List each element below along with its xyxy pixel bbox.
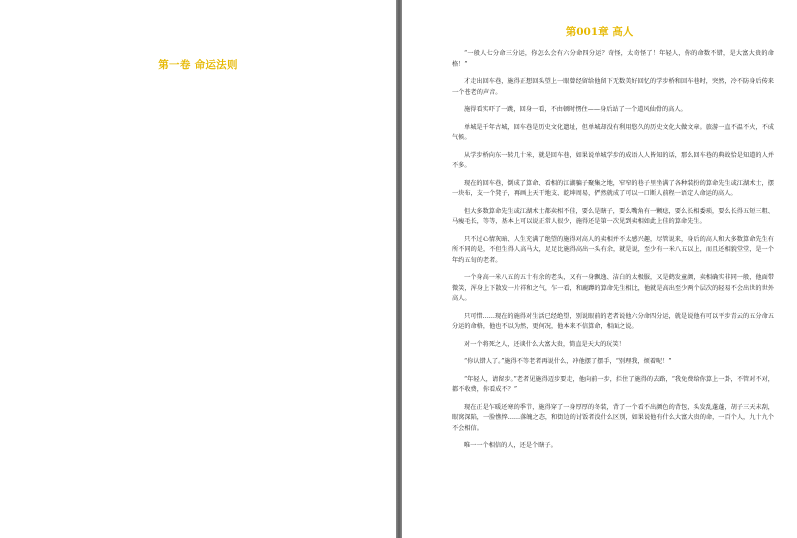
paragraph: “你认错人了。”施得不等老者再说什么，冲他摆了摆手，“别理我，烦着呢！” [464, 358, 672, 365]
paragraph: 但大多数算命先生或江湖术士都卖相不佳，要么是瞎子，要么嘴角有一颗痣，要么长相委琐，要么长得五短三粗、马瘦毛长，等等，基本上可以说正常人很少，施得还是第一次见到卖相如此上佳的算命先生。 [452, 207, 774, 225]
paragraph: “年轻人，请留步。”老者见施得迈步要走，他向前一步，拦住了施得的去路，“我免费给你算上一卦，不管对不对，都不收费，你看成不？” [452, 375, 774, 393]
chapter-body [452, 49, 774, 459]
paragraph: “一般人七分命三分运，你怎么会有六分命四分运？奇怪，太奇怪了！年轻人，你的命数不错，是大富大贵的命格！” [452, 50, 774, 68]
paragraph: 对一个将死之人，还谈什么大富大贵，简直是天大的玩笑！ [464, 340, 625, 348]
paragraph: 才走出回车巷，施得正想回头望上一眼曾经留给他留下无数美好回忆的学步桥和回车巷时，突然，冷不防身后传来一个苍老的声音。 [452, 78, 774, 96]
paragraph: 一个身高一米八五的五十有余的老头，又有一身飘逸、洁白的太极服，又是鹤发童颜，卖相确实非同一般，他面带微笑，浑身上下散发一片祥和之气，乍一看，和鹿蹲的算命先生相比，他就是高出至少两个层次的轻易不会出世的世外高人。 [452, 274, 774, 302]
right-page [402, 0, 797, 538]
left-page [0, 0, 396, 538]
paragraph: 现在正是乍暖还寒的季节，施得穿了一身厚厚的冬装，背了一个看不出颜色的背包，头发乱蓬蓬，胡子三天未刮，眼窝深陷，一脸憔悴……落魄之态，和街边的讨饭者没什么区别，如果说他有什么大富大贵的命，一百个人，九十九个不会相信。 [452, 403, 774, 432]
paragraph: 只不过心情灰暗、人生充满了绝望的施得对高人的卖相并不太感兴趣，尽管说来，身后的高人和大多数算命先生有所不同的是，不但生得人高马大，足足比施得高出一头有余，就是说，至少有一米八五以上，而且还相貌堂堂，是一个年约五旬的老者。 [452, 235, 774, 264]
paragraph: 单城是千年古城，回车巷是历史文化遗址，但单城却没有利用悠久的历史文化大做文章。旅游一直不温不火，不成气候。 [452, 123, 774, 141]
paragraph: 只可惜……现在的施得对生活已经绝望，别说眼前的老者说他六分命四分运，就是说他有可以平步青云的五分命五分运的命格，他也不以为然，更何况，他本来不信算命，相面之说。 [452, 312, 774, 330]
chapter-title: 第001章 高人 [565, 26, 634, 38]
paragraph: 唯一一个相信的人，还是个瞎子。 [464, 442, 557, 449]
paragraph: 现在的回车巷，倒成了算命、看相的江湖骗子聚集之地，窄窄的巷子里坐满了各种装扮的算命先生或江湖术士，摆一块布，支一个凳子，再画上天干地支、乾坤周易，俨然就成了可以一口断人前程一语定人命运的高人。 [452, 179, 774, 197]
paragraph: 施得看实吓了一跳，回身一看，不由顿时愣住——身后站了一个道风仙骨的高人。 [464, 106, 687, 113]
volume-title: 第一卷 命运法则 [158, 59, 238, 71]
paragraph: 从学步桥向东一转几十米，就是回车巷，如果说单城学步的成语人人皆知的话，那么回车巷的典故恰是知道的人并不多。 [452, 151, 774, 169]
